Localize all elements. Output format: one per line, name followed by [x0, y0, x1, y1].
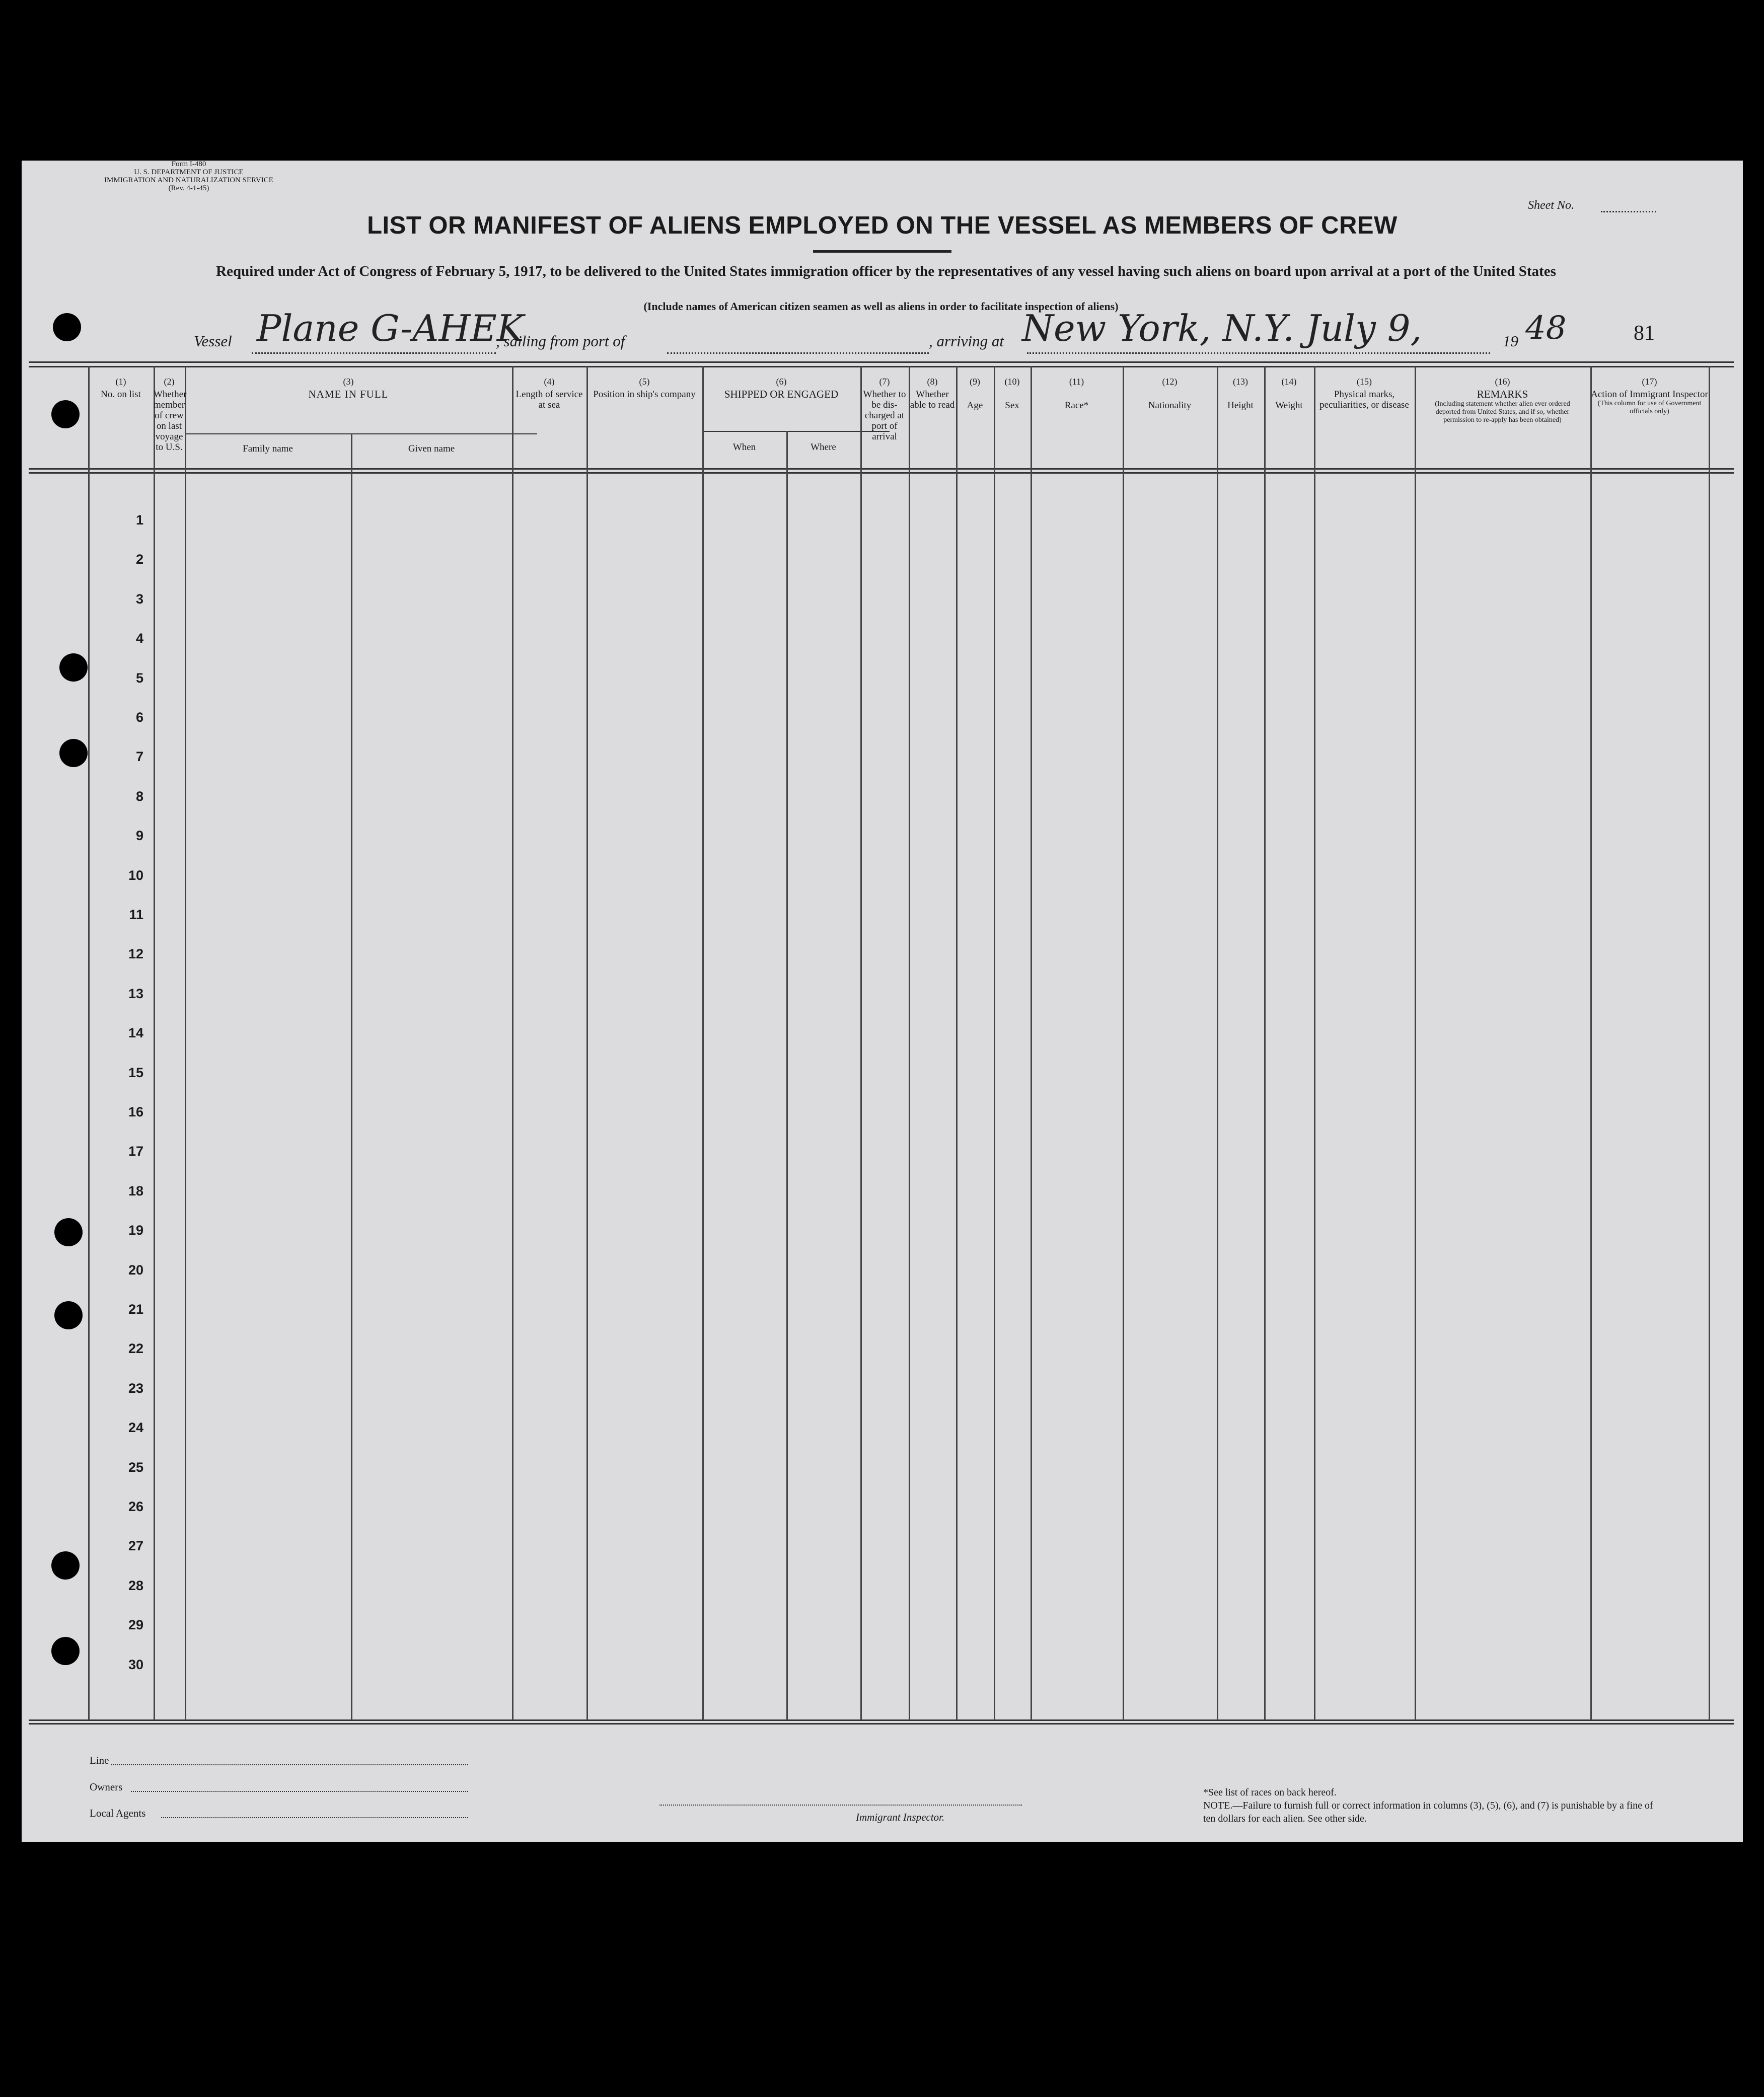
include-note: (Include names of American citizen seamen as well as aliens in order to facilitate inspection of aliens)	[643, 300, 1119, 313]
year-handwritten: 48	[1525, 310, 1567, 347]
local-agents-label: Local Agents	[90, 1807, 146, 1819]
col-position: (5) Position in ship's company	[593, 377, 696, 400]
row-number: 3	[135, 591, 143, 607]
required-statement: Required under Act of Congress of February 5, 1917, to be delivered to the United States immigration officer by the representatives of any vessel having such aliens on board upon arrival at a port of the United States	[216, 263, 1556, 279]
row-number: 30	[128, 1657, 143, 1672]
sailing-label: , sailing from port of	[496, 332, 625, 350]
row-number: 18	[128, 1183, 143, 1199]
revision: (Rev. 4-1-45)	[168, 184, 209, 192]
line-label: Line	[90, 1754, 109, 1766]
arriving-fill-line	[1027, 352, 1490, 354]
col-family-name: Family name	[243, 443, 293, 454]
punch-hole	[53, 313, 81, 341]
col-shipped-where: Where	[811, 442, 836, 453]
title-rule	[813, 250, 951, 253]
races-note: *See list of races on back hereof.	[1203, 1787, 1337, 1798]
row-number: 29	[128, 1617, 143, 1632]
col-name-in-full: (3) NAME IN FULL	[308, 377, 389, 400]
row-number: 28	[128, 1578, 143, 1593]
arrival-handwritten: New York, N.Y. July 9,	[1022, 307, 1422, 349]
row-number: 17	[128, 1144, 143, 1159]
owners-label: Owners	[90, 1781, 123, 1793]
row-number: 21	[128, 1302, 143, 1317]
row-number: 5	[135, 670, 143, 686]
row-number: 19	[128, 1223, 143, 1238]
row-number: 14	[128, 1025, 143, 1040]
inspector-signature-line	[659, 1805, 1022, 1806]
row-number: 11	[129, 907, 143, 922]
sailing-fill-line	[667, 352, 929, 354]
col-remarks: (16) REMARKS (Including statement whether alien ever ordered deported from United States, and if so, whether permission to re-apply has been obtained)	[1435, 377, 1570, 424]
col-nationality: (12) Nationality	[1148, 377, 1192, 411]
col-given-name: Given name	[408, 443, 455, 454]
col-crew-last-voyage: (2) Whether member of crew on last voyage to U.S.	[154, 377, 187, 453]
col-weight: (14) Weight	[1275, 377, 1303, 411]
penalty-note: NOTE.—Failure to furnish full or correct information in columns (3), (5), (6), and (7) is punishable by a fine of ten dollars for each alien. See other side.	[1203, 1800, 1653, 1824]
agency-block	[93, 160, 284, 192]
col-race: (11) Race*	[1064, 377, 1089, 411]
col-length-of-service: (4) Length of service at sea	[516, 377, 583, 410]
row-number: 13	[128, 986, 143, 1001]
sheet-label: Sheet No.	[1528, 199, 1574, 212]
col-shipped-engaged: (6) SHIPPED OR ENGAGED	[724, 377, 839, 400]
sheet-number: 81	[1634, 322, 1655, 345]
service: IMMIGRATION AND NATURALIZATION SERVICE	[104, 176, 273, 184]
col-height: (13) Height	[1227, 377, 1254, 411]
agents-field	[161, 1817, 468, 1818]
vessel-name-handwritten: Plane G-AHEK	[257, 307, 524, 349]
row-number: 23	[128, 1381, 143, 1396]
col-age: (9) Age	[967, 377, 983, 411]
inspector-label: Immigrant Inspector.	[856, 1811, 945, 1823]
col-physical-marks: (15) Physical marks, peculiarities, or disease	[1319, 377, 1409, 410]
row-number: 10	[128, 868, 143, 883]
col-able-to-read: (8) Whether able to read	[910, 377, 955, 410]
arriving-label: , arriving at	[929, 332, 1004, 350]
col-list-number: (1) No. on list	[101, 377, 141, 400]
row-number: 15	[128, 1065, 143, 1080]
col-shipped-when: When	[732, 442, 756, 453]
row-number: 9	[135, 828, 143, 843]
department: U. S. DEPARTMENT OF JUSTICE	[134, 168, 244, 176]
row-number: 24	[128, 1420, 143, 1435]
row-number: 7	[135, 749, 143, 764]
row-number: 8	[135, 789, 143, 804]
row-number: 4	[135, 631, 143, 646]
row-number: 12	[128, 946, 143, 961]
row-number: 2	[135, 552, 143, 567]
vessel-label: Vessel	[194, 332, 232, 350]
row-number: 6	[135, 710, 143, 725]
page-title: LIST OR MANIFEST OF ALIENS EMPLOYED ON THE VESSEL AS MEMBERS OF CREW	[367, 212, 1398, 239]
vessel-fill-line	[252, 352, 496, 354]
col-discharged: (7) Whether to be dis-charged at port of arrival	[863, 377, 906, 442]
row-number: 22	[128, 1341, 143, 1356]
row-number: 26	[128, 1499, 143, 1514]
owners-field	[131, 1791, 468, 1792]
col-sex: (10) Sex	[1004, 377, 1020, 411]
row-number: 16	[128, 1104, 143, 1119]
form-number: Form I-480	[171, 160, 206, 168]
row-number: 20	[128, 1262, 143, 1278]
row-number: 27	[128, 1538, 143, 1553]
crew-manifest-table	[29, 361, 1734, 1723]
year-prefix: 19	[1503, 332, 1518, 350]
row-number: 25	[128, 1460, 143, 1475]
line-field	[111, 1764, 468, 1765]
col-inspector-action: (17) Action of Immigrant Inspector (This column for use of Government officials only)	[1591, 377, 1708, 415]
row-number: 1	[135, 512, 143, 528]
